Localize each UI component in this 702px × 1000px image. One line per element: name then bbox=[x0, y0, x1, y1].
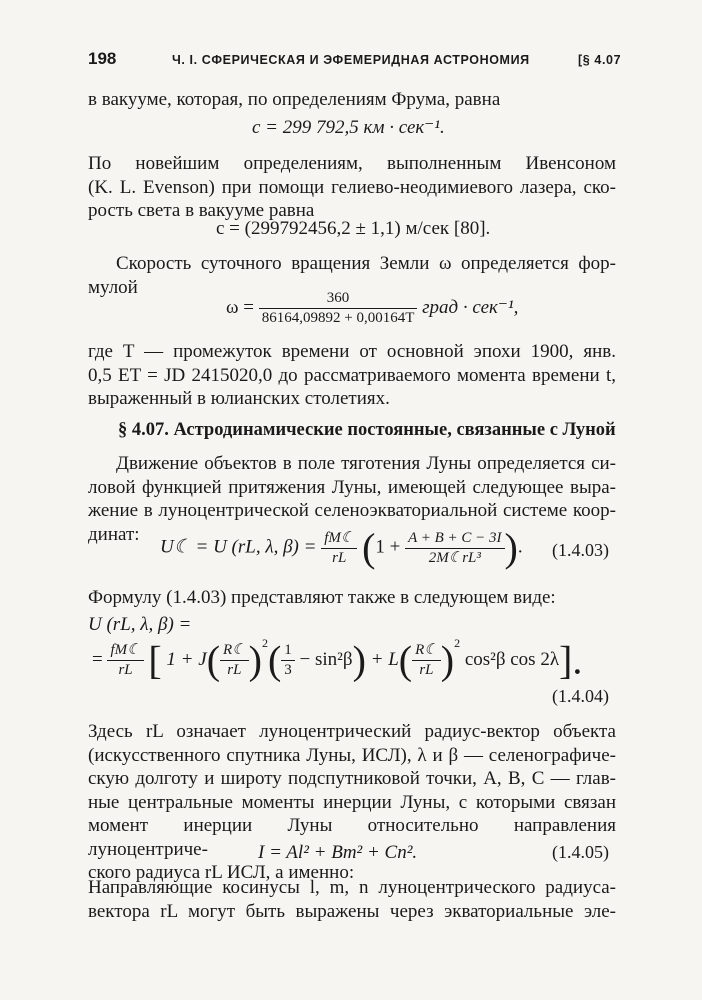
right-paren: ) bbox=[504, 525, 518, 570]
eq1403-dot: . bbox=[517, 536, 523, 558]
left-bracket: [ bbox=[148, 637, 162, 683]
right-paren: ) bbox=[440, 637, 455, 683]
running-title: Ч. I. СФЕРИЧЕСКАЯ И ЭФЕМЕРИДНАЯ АСТРОНОМИЯ bbox=[172, 53, 530, 67]
left-paren: ( bbox=[362, 525, 376, 570]
left-paren: ( bbox=[206, 637, 221, 683]
page-number: 198 bbox=[88, 49, 117, 68]
paragraph-4-line-3: выраженный в юлианских столетиях. bbox=[88, 388, 390, 409]
left-paren: ( bbox=[398, 637, 413, 683]
left-paren: ( bbox=[267, 637, 282, 683]
square-exponent: 2 bbox=[261, 636, 268, 650]
equation-number-1-4-04: (1.4.04) bbox=[552, 686, 609, 706]
equation-1-4-03 bbox=[160, 525, 523, 570]
eq1404-minus-sin: − sin²β bbox=[299, 649, 353, 670]
eq1404-fraction-fm bbox=[107, 642, 143, 679]
eq1404-fm-denominator: rL bbox=[107, 660, 143, 679]
eq1403-fm-numerator: fM☾ bbox=[324, 529, 355, 546]
right-bracket: ]. bbox=[559, 637, 583, 683]
paragraph-2 bbox=[88, 152, 616, 223]
eq1403-inertia-numerator: A + B + C − 3I bbox=[408, 529, 502, 546]
paragraph-5-line-3: жение в луноцентрической селеноэкваториальной системе коор- bbox=[88, 500, 616, 521]
third-numerator: 1 bbox=[284, 642, 292, 659]
paragraph-5-line-2: ловой функцией притяжения Луны, имеющей следующее выра- bbox=[88, 476, 616, 498]
third-denominator: 3 bbox=[281, 660, 295, 679]
eq1404-equals: = bbox=[92, 649, 103, 670]
equation-c-frum: c = 299 792,5 км · сек⁻¹. bbox=[252, 117, 445, 138]
equation-omega bbox=[226, 290, 518, 327]
eq1404-plus-l: + L bbox=[370, 649, 399, 670]
paragraph-8 bbox=[88, 876, 616, 923]
eq1404-fraction-r1 bbox=[220, 642, 249, 679]
paragraph-4-line-2: 0,5 ET = JD 2415020,0 до рассматриваемого момента времени t, bbox=[88, 364, 616, 386]
eq1404-fraction-third bbox=[281, 642, 295, 679]
right-paren: ) bbox=[352, 637, 366, 683]
paragraph-7-line-6: ского радиуса rL ИСЛ, а именно: bbox=[88, 862, 355, 883]
paragraph-7-line-3: скую долготу и широту подспутниковой точки, A, B, C — глав- bbox=[88, 768, 616, 789]
section-heading: § 4.07. Астродинамические постоянные, связанные с Луной bbox=[118, 420, 616, 440]
omega-units: град · сек⁻¹, bbox=[422, 296, 519, 318]
paragraph-7-line-1: Здесь rL означает луноцентрический радиус-вектор объекта bbox=[88, 721, 616, 742]
eq1404-one-plus-j: 1 + J bbox=[166, 649, 207, 670]
equation-1-4-04-line-2 bbox=[92, 636, 582, 681]
eq1404-r2-denominator: rL bbox=[412, 660, 441, 679]
paragraph-4 bbox=[88, 340, 616, 411]
paragraph-6: Формулу (1.4.03) представляют также в следующем виде: bbox=[88, 587, 556, 608]
eq1404-fm-numerator: fM☾ bbox=[110, 642, 141, 659]
eq1403-fraction-fm bbox=[321, 530, 357, 567]
eq1404-r1-denominator: rL bbox=[220, 660, 249, 679]
right-paren: ) bbox=[248, 637, 262, 683]
omega-fraction bbox=[259, 290, 418, 327]
eq1403-one-plus: 1 + bbox=[375, 536, 401, 558]
omega-numerator: 360 bbox=[326, 290, 350, 306]
equation-1-4-05: I = Al² + Bm² + Cn². bbox=[258, 842, 418, 863]
paragraph-2-line-3: рость света в вакууме равна bbox=[88, 200, 315, 221]
paragraph-5-line-1: Движение объектов в поле тяготения Луны определяется си- bbox=[116, 453, 616, 474]
paragraph-3-line-1: Скорость суточного вращения Земли ω определяется фор- bbox=[116, 253, 616, 274]
equation-number-1-4-05: (1.4.05) bbox=[552, 842, 609, 862]
omega-lhs: ω = bbox=[226, 296, 254, 318]
paragraph-5-line-4: динат: bbox=[88, 523, 140, 545]
paragraph-2-line-1: По новейшим определениям, выполненным Ивенсоном bbox=[88, 153, 616, 174]
section-ref: [§ 4.07 bbox=[578, 53, 622, 67]
eq1403-fraction-inertia bbox=[405, 530, 504, 567]
paragraph-7-line-4: ные центральные моменты инерции Луны, с которыми связан bbox=[88, 791, 616, 813]
equation-1-4-04-line-1: U (rL, λ, β) = bbox=[88, 614, 192, 635]
eq1404-r1-numerator: R☾ bbox=[223, 642, 246, 659]
paragraph-1: в вакууме, которая, по определениям Фрума, равна bbox=[88, 89, 501, 110]
eq1403-inertia-denominator: 2M☾rL³ bbox=[405, 548, 504, 567]
paragraph-7-line-5: момент инерции Луны относительно направления луноцентриче- bbox=[88, 815, 616, 860]
omega-denominator: 86164,09892 + 0,00164T bbox=[259, 308, 418, 327]
eq1404-r2-numerator: R☾ bbox=[415, 642, 438, 659]
eq1404-cos-term: cos²β cos 2λ bbox=[464, 649, 560, 670]
equation-c-evenson: c = (299792456,2 ± 1,1) м/сек [80]. bbox=[216, 218, 491, 239]
equation-number-1-4-03: (1.4.03) bbox=[552, 540, 609, 560]
paragraph-2-line-2: (K. L. Evenson) при помощи гелиево-неодимиевого лазера, ско- bbox=[88, 176, 616, 198]
eq1404-fraction-r2 bbox=[412, 642, 441, 679]
paragraph-4-line-1: где T — промежуток времени от основной эпохи 1900, янв. bbox=[88, 341, 616, 362]
paragraph-3-line-2: мулой bbox=[88, 276, 138, 298]
paragraph-8-line-1: Направляющие косинусы l, m, n луноцентрического радиуса- bbox=[88, 877, 616, 898]
paragraph-7-line-2: (искусственного спутника Луны, ИСЛ), λ и β — селенографиче- bbox=[88, 744, 616, 766]
eq1403-fm-denominator: rL bbox=[321, 548, 357, 567]
eq1403-lhs: U☾ = U (rL, λ, β) = bbox=[160, 536, 317, 558]
square-exponent: 2 bbox=[454, 636, 461, 650]
paragraph-8-line-2: вектора rL могут быть выражены через экваториальные эле- bbox=[88, 900, 616, 922]
